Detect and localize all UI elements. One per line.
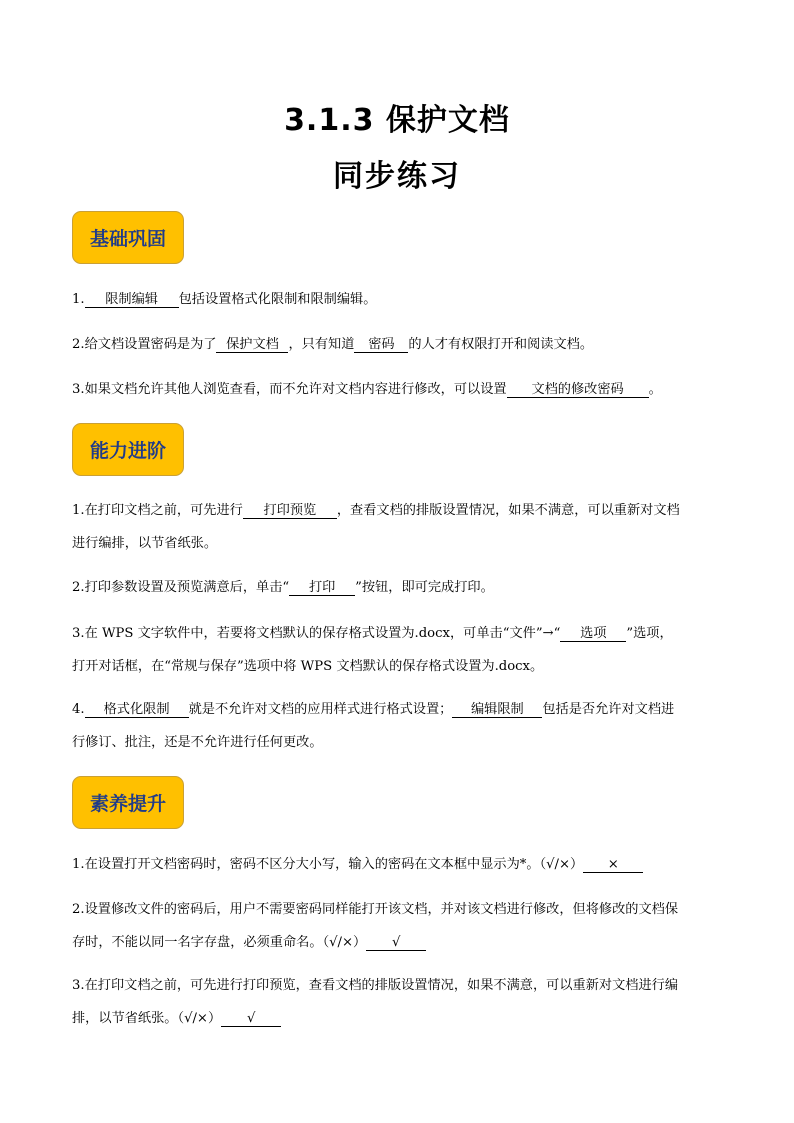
question-text: ”选项， [626, 626, 673, 641]
page-subtitle: 同步练习 [333, 159, 461, 194]
question-number: 4. [72, 702, 85, 717]
question-text: 2.给文档设置密码是为了 [72, 337, 217, 352]
question-text: 2.打印参数设置及预览满意后，单击“ [72, 580, 290, 595]
question-text: 。 [648, 382, 662, 397]
answer-blank: 保护文档 [216, 337, 288, 353]
answer-blank: 选项 [560, 626, 626, 642]
answer-blank: 限制编辑 [85, 292, 179, 308]
answer-blank: 打印预览 [243, 503, 337, 519]
question-text: 包括是否允许对文档进 [542, 702, 675, 717]
question-advanced-2 [72, 571, 728, 604]
answer-blank: × [583, 857, 643, 873]
question-number: 1. [72, 292, 85, 307]
question-text: 进行编排，以节省纸张。 [72, 536, 218, 551]
answer-blank: 格式化限制 [85, 702, 189, 718]
answer-blank: 编辑限制 [452, 702, 542, 718]
question-text: ，只有知道 [288, 337, 355, 352]
question-basic-2 [72, 328, 728, 361]
section-heading-advanced: 能力进阶 [72, 423, 184, 476]
question-text: 3.在 WPS 文字软件中，若要将文档默认的保存格式设置为.docx，可单击“文件”→“ [72, 626, 561, 641]
answer-blank: 打印 [289, 580, 355, 596]
question-text: 打开对话框，在“常规与保存”选项中将 WPS 文档默认的保存格式设置为.docx。 [72, 659, 544, 674]
question-text: 行修订、批注，还是不允许进行任何更改。 [72, 735, 323, 750]
section-heading-literacy: 素养提升 [72, 776, 184, 829]
question-text: 1.在设置打开文档密码时，密码不区分大小写，输入的密码在文本框中显示为*。（√/×） [72, 857, 584, 872]
question-basic-1 [72, 283, 728, 316]
section-heading-basic: 基础巩固 [72, 211, 184, 264]
question-text: ，查看文档的排版设置情况，如果不满意，可以重新对文档 [336, 503, 680, 518]
answer-blank: √ [221, 1011, 281, 1027]
answer-blank: 密码 [354, 337, 408, 353]
question-text: 就是不允许对文档的应用样式进行格式设置； [188, 702, 453, 717]
question-basic-3 [72, 373, 728, 406]
question-literacy-1 [72, 848, 728, 881]
question-literacy-3 [72, 969, 728, 1035]
page-title: 3.1.3 保护文档 [284, 103, 510, 138]
answer-blank: √ [366, 935, 426, 951]
question-advanced-4 [72, 693, 728, 759]
answer-blank: 文档的修改密码 [507, 382, 649, 398]
question-text: 1.在打印文档之前，可先进行 [72, 503, 243, 518]
question-advanced-1 [72, 494, 728, 560]
question-text: 存时，不能以同一名字存盘，必须重命名。（√/×） [72, 935, 367, 950]
question-advanced-3 [72, 617, 728, 683]
question-literacy-2 [72, 893, 728, 959]
question-text: ”按钮，即可完成打印。 [355, 580, 494, 595]
question-text: 3.如果文档允许其他人浏览查看，而不允许对文档内容进行修改，可以设置 [72, 382, 507, 397]
question-text: 3.在打印文档之前，可先进行打印预览，查看文档的排版设置情况，如果不满意，可以重新对文档进行编 [72, 978, 679, 993]
question-text: 包括设置格式化限制和限制编辑。 [178, 292, 377, 307]
question-text: 排，以节省纸张。（√/×） [72, 1011, 222, 1026]
question-text: 2.设置修改文件的密码后，用户不需要密码同样能打开该文档，并对该文档进行修改，但将修改的文档保 [72, 902, 679, 917]
question-text: 的人才有权限打开和阅读文档。 [408, 337, 594, 352]
